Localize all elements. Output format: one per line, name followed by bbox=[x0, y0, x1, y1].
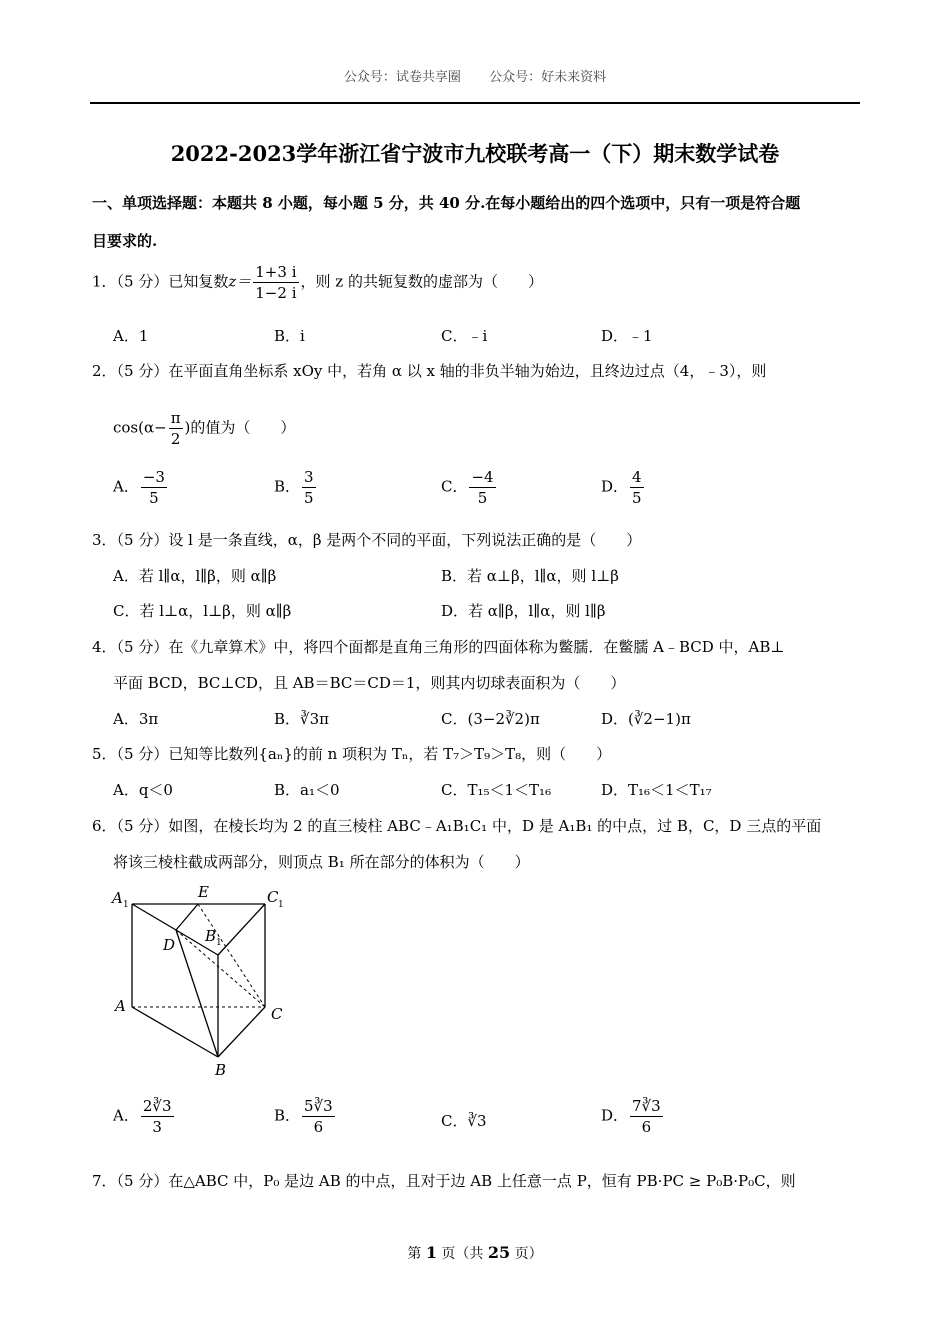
question-5: 5．（5 分）已知等比数列{aₙ}的前 n 项积为 Tₙ，若 T₇＞T₉＞T₈，则（ ） bbox=[92, 745, 612, 763]
header-rule bbox=[90, 102, 860, 104]
q6-a-num: 2∛3 bbox=[142, 1097, 172, 1115]
label-e: E bbox=[198, 883, 209, 901]
q2-a-num: −3 bbox=[142, 468, 165, 486]
q2-c-num: −4 bbox=[471, 468, 494, 486]
q1-option-d: D．﹣1 bbox=[601, 327, 653, 345]
q6-a-den: 3 bbox=[152, 1118, 162, 1136]
q6-d-num: 7∛3 bbox=[632, 1097, 661, 1115]
q1-suffix: ，则 z 的共轭复数的虚部为（ ） bbox=[300, 272, 543, 291]
q2-pi: π bbox=[170, 409, 181, 427]
q2-d-den: 5 bbox=[632, 489, 642, 507]
edge-a-b bbox=[132, 1007, 218, 1057]
q2-a-frac bbox=[141, 467, 167, 508]
label-d: D bbox=[163, 936, 176, 954]
question-7: 7．（5 分）在△ABC 中，P₀ 是边 AB 的中点，且对于边 AB 上任意一点 P，恒有 PB·PC ≥ P₀B·P₀C，则 bbox=[92, 1172, 796, 1190]
q3-option-b: B．若 α⊥β，l∥α，则 l⊥β bbox=[441, 567, 619, 585]
question-6-line1: 6．（5 分）如图，在棱长均为 2 的直三棱柱 ABC﹣A₁B₁C₁ 中，D 是 A₁B₁ 的中点，过 B，C，D 三点的平面 bbox=[92, 817, 822, 835]
footer-mid: 页（共 bbox=[436, 1246, 488, 1262]
label-b: B bbox=[215, 1061, 227, 1079]
question-1 bbox=[92, 262, 543, 303]
q1-den: 1−2 i bbox=[255, 284, 297, 302]
label-a: A bbox=[115, 997, 126, 1015]
q6-option-c: C．∛3 bbox=[441, 1112, 487, 1130]
footer-total-pages: 25 bbox=[487, 1243, 511, 1262]
q5-option-b: B．a₁＜0 bbox=[274, 781, 340, 799]
q3-option-a: A．若 l∥α，l∥β，则 α∥β bbox=[113, 567, 277, 585]
q2-c-den: 5 bbox=[477, 489, 488, 507]
q4-option-d: D．(∛2−1)π bbox=[601, 710, 691, 728]
q2-two: 2 bbox=[170, 430, 181, 448]
q4-option-a: A．3π bbox=[113, 710, 159, 728]
q5-option-a: A．q＜0 bbox=[113, 781, 173, 799]
q4-option-c: C．(3−2∛2)π bbox=[441, 710, 540, 728]
q6-d-den: 6 bbox=[641, 1118, 652, 1136]
label-c1-sub: 1 bbox=[278, 900, 284, 910]
q4-option-b: B．∛3π bbox=[274, 710, 329, 728]
q1-z: z＝ bbox=[228, 272, 252, 291]
question-3: 3．（5 分）设 l 是一条直线，α，β 是两个不同的平面，下列说法正确的是（ ） bbox=[92, 531, 642, 549]
edge-a1-d bbox=[132, 904, 176, 930]
q6-a-frac bbox=[141, 1096, 174, 1137]
prism-figure bbox=[105, 882, 305, 1082]
q5-option-c: C．T₁₅＜1＜T₁₆ bbox=[441, 781, 552, 799]
q1-option-a: A．1 bbox=[113, 327, 149, 345]
hidden-edge-e-c bbox=[198, 904, 265, 1007]
q2-b-den: 5 bbox=[304, 489, 314, 507]
q2-cos-suffix: )的值为（ ） bbox=[184, 418, 296, 437]
question-4-line1: 4．（5 分）在《九章算术》中，将四个面都是直角三角形的四面体称为鳖臑．在鳖臑 A﹣BCD 中，AB⊥ bbox=[92, 638, 785, 656]
q2-pi-fraction bbox=[169, 408, 183, 449]
page-footer bbox=[0, 1243, 950, 1263]
edge-b-c bbox=[218, 1007, 265, 1057]
q2-option-d bbox=[601, 467, 646, 508]
q6-b-label: B． bbox=[274, 1106, 301, 1125]
q2-option-c bbox=[441, 467, 498, 508]
section-heading-line2: 目要求的. bbox=[92, 232, 158, 250]
edge-d-e bbox=[176, 904, 198, 930]
edge-b1-c1 bbox=[218, 904, 265, 955]
q6-b-frac bbox=[302, 1096, 335, 1137]
q6-option-a bbox=[113, 1096, 176, 1137]
q1-option-c: C．﹣i bbox=[441, 327, 488, 345]
q6-b-num: 5∛3 bbox=[304, 1097, 333, 1115]
q2-d-frac bbox=[630, 467, 644, 508]
footer-pre: 第 bbox=[407, 1246, 426, 1262]
q6-option-b bbox=[274, 1096, 337, 1137]
q2-d-num: 4 bbox=[632, 468, 642, 486]
q2-c-label: C． bbox=[441, 477, 468, 496]
q6-d-frac bbox=[630, 1096, 663, 1137]
q2-b-num: 3 bbox=[304, 468, 314, 486]
q2-option-a bbox=[113, 467, 169, 508]
page-header bbox=[0, 66, 950, 85]
q6-b-den: 6 bbox=[313, 1118, 324, 1136]
q1-num: 1+3 i bbox=[255, 263, 297, 281]
header-left-text: 公众号：试卷共享圈 bbox=[343, 70, 461, 85]
q2-cos-prefix: cos(α− bbox=[113, 418, 167, 437]
q3-option-c: C．若 l⊥α，l⊥β，则 α∥β bbox=[113, 602, 292, 620]
q2-b-label: B． bbox=[274, 477, 301, 496]
q1-fraction bbox=[253, 262, 298, 303]
q2-d-label: D． bbox=[601, 477, 629, 496]
label-b1-sub: 1 bbox=[216, 938, 222, 948]
q1-option-b: B．i bbox=[274, 327, 305, 345]
page-title: 2022-2023学年浙江省宁波市九校联考高一（下）期末数学试卷 bbox=[170, 141, 780, 166]
q2-a-den: 5 bbox=[149, 489, 159, 507]
q6-d-label: D． bbox=[601, 1106, 629, 1125]
edge-d-b bbox=[176, 930, 218, 1057]
question-2-line2 bbox=[113, 408, 295, 449]
q3-option-d: D．若 α∥β，l∥α，则 l∥β bbox=[441, 602, 606, 620]
q2-option-b bbox=[274, 467, 318, 508]
q2-b-frac bbox=[302, 467, 316, 508]
q6-option-d bbox=[601, 1096, 665, 1137]
q2-a-label: A． bbox=[113, 477, 139, 496]
question-6-line2: 将该三棱柱截成两部分，则顶点 B₁ 所在部分的体积为（ ） bbox=[113, 853, 530, 871]
question-4-line2: 平面 BCD，BC⊥CD，且 AB＝BC＝CD＝1，则其内切球表面积为（ ） bbox=[113, 674, 626, 692]
q1-prefix: 1．（5 分）已知复数 bbox=[92, 272, 229, 291]
label-c: C bbox=[271, 1005, 283, 1023]
label-a1-sub: 1 bbox=[123, 900, 129, 910]
label-c1: C bbox=[267, 888, 279, 906]
question-2-line1: 2．（5 分）在平面直角坐标系 xOy 中，若角 α 以 x 轴的非负半轴为始边，且终边过点（4，﹣3），则 bbox=[92, 362, 767, 380]
q5-option-d: D．T₁₆＜1＜T₁₇ bbox=[601, 781, 712, 799]
footer-post: 页） bbox=[510, 1246, 543, 1262]
q2-c-frac bbox=[469, 467, 495, 508]
q6-a-label: A． bbox=[113, 1106, 139, 1125]
footer-page-number: 1 bbox=[425, 1243, 437, 1262]
label-b1: B bbox=[205, 927, 217, 945]
header-right-text: 公众号：好未来资料 bbox=[489, 70, 607, 85]
label-a1: A bbox=[112, 889, 123, 907]
section-heading-line1: 一、单项选择题：本题共 8 小题，每小题 5 分，共 40 分.在每小题给出的四个选项中，只有一项是符合题 bbox=[92, 194, 801, 212]
